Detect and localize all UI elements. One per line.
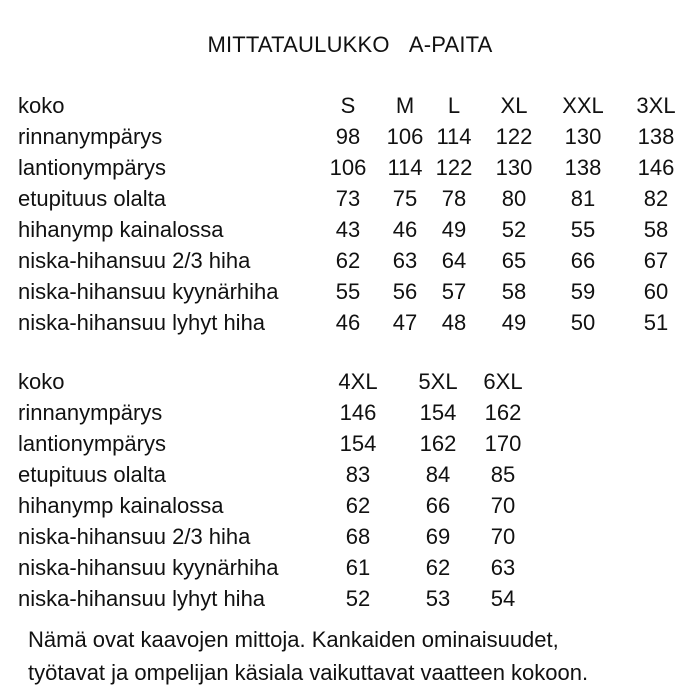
measure-cell: 73 [335,186,361,211]
measure-cell: 47 [392,310,418,335]
measure-cell: 78 [441,186,467,211]
row-label: niska-hihansuu kyynärhiha [18,279,279,304]
footnote [28,623,700,689]
measure-cell: 82 [643,186,669,211]
measure-cell: 67 [643,248,669,273]
footnote-line: työtavat ja ompelijan käsiala vaikuttavat vaatteen kokoon. [28,660,589,685]
measure-cell: 48 [441,310,467,335]
row-label: hihanymp kainalossa [18,217,224,242]
measure-cell: 81 [570,186,596,211]
measure-cell: 69 [425,524,451,549]
measure-cell: 52 [345,586,371,611]
row-label: koko [18,369,65,394]
measure-cell: 49 [441,217,467,242]
measure-cell: 49 [501,310,527,335]
measure-cell: 122 [495,124,533,149]
measure-cell: 63 [490,555,516,580]
measure-cell: 54 [490,586,516,611]
size-header: 6XL [483,369,523,394]
measure-cell: 46 [335,310,361,335]
measure-cell: 68 [345,524,371,549]
measure-cell: 130 [564,124,602,149]
row-label: etupituus olalta [18,186,166,211]
measure-cell: 114 [387,155,423,180]
measure-cell: 58 [501,279,527,304]
measure-cell: 154 [339,431,377,456]
row-label: rinnanympärys [18,124,163,149]
size-header: 4XL [338,369,378,394]
measure-cell: 106 [386,124,424,149]
page-title: MITTATAULUKKO A-PAITA [207,32,493,57]
measure-cell: 84 [425,462,451,487]
measure-cell: 62 [335,248,361,273]
row-label: niska-hihansuu 2/3 hiha [18,248,251,273]
measure-cell: 60 [643,279,669,304]
measure-cell: 57 [441,279,467,304]
measure-cell: 114 [436,124,472,149]
measure-cell: 80 [501,186,527,211]
row-label: niska-hihansuu 2/3 hiha [18,524,251,549]
measure-cell: 122 [435,155,473,180]
measure-cell: 62 [425,555,451,580]
row-label: lantionympärys [18,155,166,180]
measure-cell: 61 [345,555,371,580]
measure-cell: 70 [490,524,516,549]
measure-cell: 162 [419,431,457,456]
measure-cell: 64 [441,248,467,273]
size-header: S [340,93,356,118]
size-header: XXL [562,93,604,118]
measure-cell: 85 [490,462,516,487]
row-label: hihanymp kainalossa [18,493,224,518]
measure-cell: 55 [335,279,361,304]
measure-cell: 146 [339,400,377,425]
measure-cell: 65 [501,248,527,273]
row-label: etupituus olalta [18,462,166,487]
measure-cell: 53 [425,586,451,611]
size-header: 3XL [636,93,676,118]
measure-cell: 55 [570,217,596,242]
footnote-line: Nämä ovat kaavojen mittoja. Kankaiden ominaisuudet, [28,627,559,652]
measure-cell: 58 [643,217,669,242]
measure-cell: 146 [637,155,675,180]
measure-cell: 59 [570,279,596,304]
measure-cell: 52 [501,217,527,242]
row-label: rinnanympärys [18,400,163,425]
measure-cell: 138 [637,124,675,149]
measure-cell: 66 [570,248,596,273]
measure-cell: 154 [419,400,457,425]
measure-cell: 63 [392,248,418,273]
measure-cell: 56 [392,279,418,304]
measure-cell: 43 [335,217,361,242]
measure-cell: 50 [570,310,596,335]
measure-cell: 162 [484,400,522,425]
measure-cell: 106 [329,155,367,180]
measure-cell: 130 [495,155,533,180]
size-header: XL [500,93,528,118]
measure-cell: 138 [564,155,602,180]
row-label: niska-hihansuu lyhyt hiha [18,586,266,611]
row-label: niska-hihansuu lyhyt hiha [18,310,266,335]
measure-cell: 62 [345,493,371,518]
measure-cell: 70 [490,493,516,518]
row-label: niska-hihansuu kyynärhiha [18,555,279,580]
measure-cell: 46 [392,217,418,242]
row-label: koko [18,93,65,118]
row-label: lantionympärys [18,431,166,456]
measure-cell: 98 [335,124,361,149]
measure-cell: 83 [345,462,371,487]
measure-cell: 170 [484,431,522,456]
measure-cell: 66 [425,493,451,518]
measure-cell: 75 [392,186,418,211]
size-header: 5XL [418,369,458,394]
size-header: M [395,93,415,118]
measure-cell: 51 [643,310,669,335]
size-header: L [447,93,461,118]
